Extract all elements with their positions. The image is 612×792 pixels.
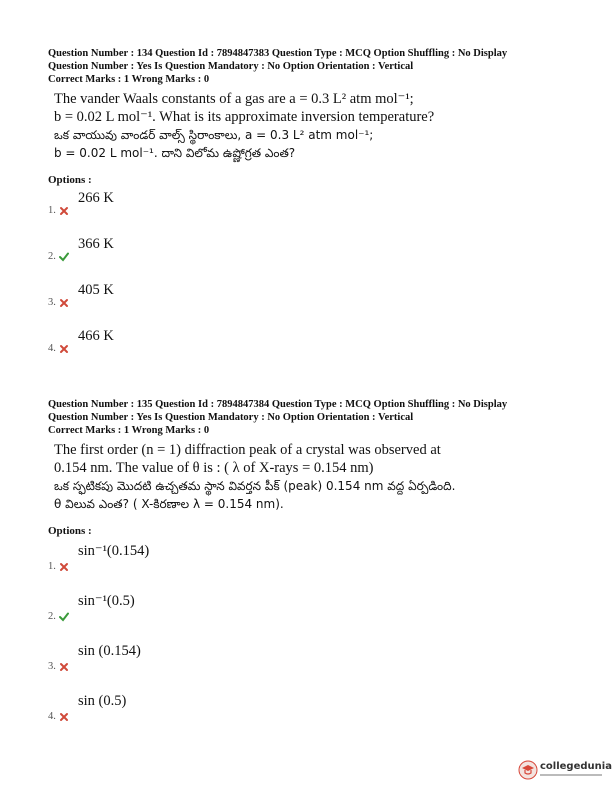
- graduate-cap-logo-icon: [518, 760, 538, 780]
- option-text: sin⁻¹(0.154): [78, 543, 150, 559]
- logo-text: collegedunia: [540, 761, 612, 772]
- correct-check-icon: [59, 252, 69, 262]
- question-meta-line1: Question Number : 135 Question Id : 7894847384 Question Type : MCQ Option Shuffling : No Display: [48, 399, 508, 410]
- stem-english-line1: The vander Waals constants of a gas are a = 0.3 L² atm mol⁻¹;: [54, 91, 414, 107]
- question-meta-line1: Question Number : 134 Question Id : 7894847383 Question Type : MCQ Option Shuffling : No Display: [48, 48, 508, 59]
- option-3[interactable]: [48, 637, 568, 687]
- option-number: 2.: [48, 251, 69, 262]
- question-marks: Correct Marks : 1 Wrong Marks : 0: [48, 425, 210, 436]
- option-text: sin⁻¹(0.5): [78, 593, 135, 609]
- option-1[interactable]: [48, 537, 568, 587]
- question-134: [48, 47, 568, 370]
- option-text: 466 K: [78, 328, 114, 344]
- stem-telugu-line2: θ విలువ ఎంత? ( X-కిరణాల λ = 0.154 nm).: [54, 497, 284, 511]
- question-meta-line2: Question Number : Yes Is Question Mandatory : No Option Orientation : Vertical: [48, 61, 414, 72]
- options-label: Options :: [48, 174, 92, 186]
- option-number: 2.: [48, 611, 69, 622]
- wrong-cross-icon: [59, 562, 69, 572]
- collegedunia-logo: [518, 758, 612, 784]
- question-135: [48, 398, 568, 737]
- option-text: sin (0.5): [78, 693, 127, 709]
- wrong-cross-icon: [59, 206, 69, 216]
- stem-english-line1: The first order (n = 1) diffraction peak of a crystal was observed at: [54, 442, 441, 458]
- stem-telugu-line1: ఒక వాయువు వాండర్ వాల్స్ స్థిరాంకాలు, a = 0.3 L² atm mol⁻¹;: [54, 128, 374, 142]
- question-stem: [54, 90, 568, 162]
- option-4[interactable]: [48, 687, 568, 737]
- option-number: 3.: [48, 661, 69, 672]
- option-number: 1.: [48, 205, 69, 216]
- option-number: 3.: [48, 297, 69, 308]
- option-text: 405 K: [78, 282, 114, 298]
- option-2[interactable]: [48, 587, 568, 637]
- question-stem: [54, 441, 568, 513]
- options-label: Options :: [48, 525, 92, 537]
- stem-english-line2: b = 0.02 L mol⁻¹. What is its approximate inversion temperature?: [54, 109, 435, 125]
- logo-tagline-bar: [540, 774, 602, 776]
- correct-check-icon: [59, 612, 69, 622]
- wrong-cross-icon: [59, 344, 69, 354]
- option-text: sin (0.154): [78, 643, 141, 659]
- wrong-cross-icon: [59, 298, 69, 308]
- question-marks: Correct Marks : 1 Wrong Marks : 0: [48, 74, 210, 85]
- option-1[interactable]: [48, 186, 568, 232]
- option-3[interactable]: [48, 278, 568, 324]
- wrong-cross-icon: [59, 712, 69, 722]
- option-text: 366 K: [78, 236, 114, 252]
- stem-telugu-line2: b = 0.02 L mol⁻¹. దాని విలోమ ఉష్ణోగ్రత ఎంత?: [54, 146, 296, 160]
- option-4[interactable]: [48, 324, 568, 370]
- wrong-cross-icon: [59, 662, 69, 672]
- stem-english-line2: 0.154 nm. The value of θ is : ( λ of X-rays = 0.154 nm): [54, 460, 374, 476]
- option-2[interactable]: [48, 232, 568, 278]
- option-number: 1.: [48, 561, 69, 572]
- stem-telugu-line1: ఒక స్ఫటికపు మొదటి ఉచ్చతమ స్థాన వివర్తన పీక్ (peak) 0.154 nm వద్ద ఏర్పడింది.: [54, 479, 456, 493]
- option-number: 4.: [48, 343, 69, 354]
- option-text: 266 K: [78, 190, 114, 206]
- option-number: 4.: [48, 711, 69, 722]
- question-meta-line2: Question Number : Yes Is Question Mandatory : No Option Orientation : Vertical: [48, 412, 414, 423]
